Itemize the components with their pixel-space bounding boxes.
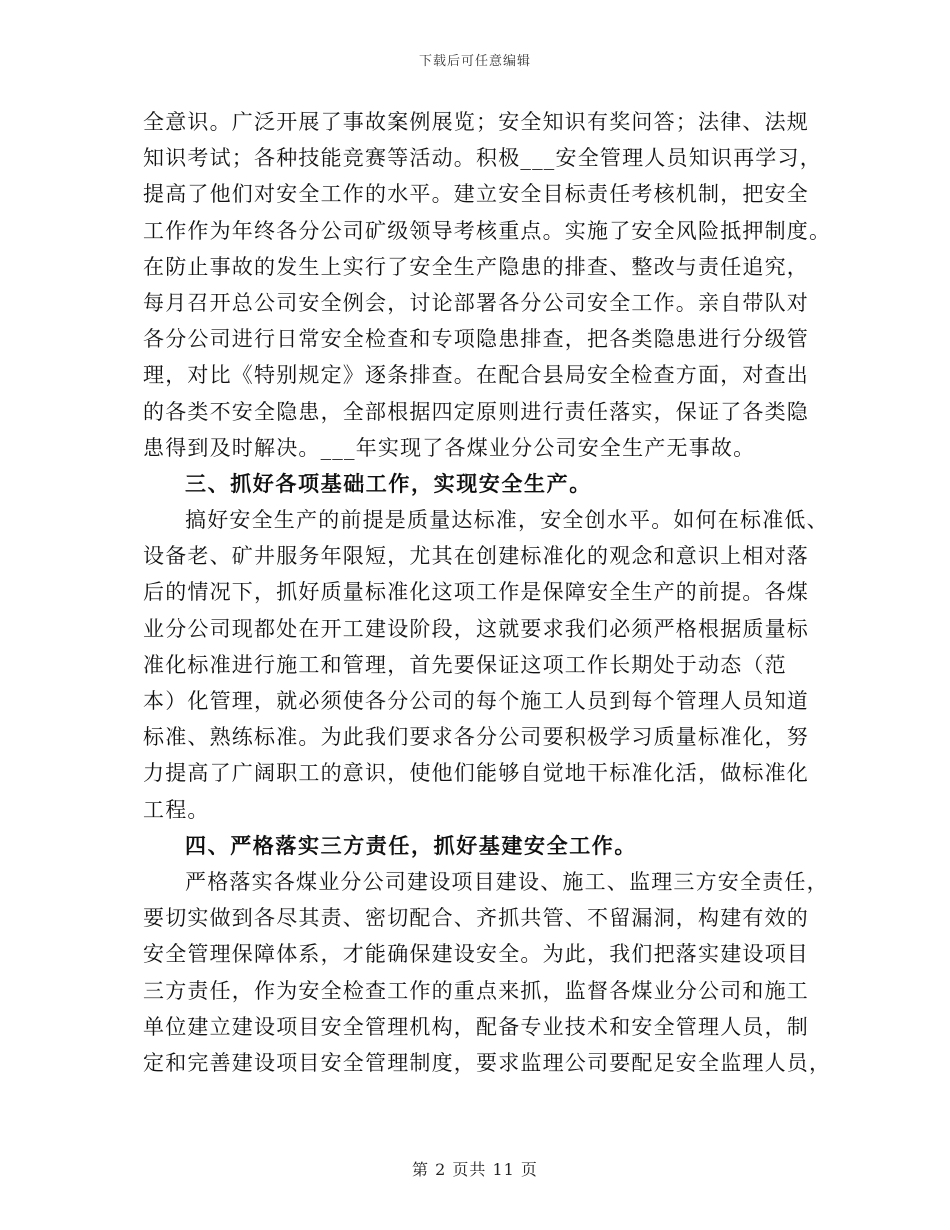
text-line: 的各类不安全隐患，全部根据四定原则进行责任落实，保证了各类隐 <box>143 399 809 424</box>
text-line: 设备老、矿井服务年限短，尤其在创建标准化的观念和意识上相对落 <box>143 544 809 569</box>
text-line: 安全管理保障体系，才能确保建设安全。为此，我们把落实建设项目 <box>143 942 809 967</box>
text-line: 要切实做到各尽其责、密切配合、齐抓共管、不留漏洞，构建有效的 <box>143 906 809 931</box>
text-line: 准化标准进行施工和管理，首先要保证这项工作长期处于动态（范 <box>143 652 787 677</box>
text-line: 本）化管理，就必须使各分公司的每个施工人员到每个管理人员知道 <box>143 689 809 713</box>
text-line: 理，对比《特别规定》逐条排查。在配合县局安全检查方面，对查出 <box>143 363 809 388</box>
text-line: 业分公司现都处在开工建设阶段，这就要求我们必须严格根据质量标 <box>143 616 809 641</box>
text-line: 提高了他们对安全工作的水平。建立安全目标责任考核机制，把安全 <box>143 182 809 207</box>
text-line: 患得到及时解决。___年实现了各煤业分公司安全生产无事故。 <box>143 435 756 460</box>
text-line: 单位建立建设项目安全管理机构，配备专业技术和安全管理人员，制 <box>143 1014 809 1039</box>
text-line: 力提高了广阔职工的意识，使他们能够自觉地干标准化活，做标准化 <box>143 761 809 786</box>
document-body <box>143 104 832 1081</box>
text-line: 在防止事故的发生上实行了安全生产隐患的排查、整改与责任追究， <box>143 254 809 279</box>
text-line: 各分公司进行日常安全检查和专项隐患排查，把各类隐患进行分级管 <box>143 327 809 352</box>
text-line: 后的情况下，抓好质量标准化这项工作是保障安全生产的前提。各煤 <box>143 580 809 605</box>
text-line: 工作作为年终各分公司矿级领导考核重点。实施了安全风险抵押制度。 <box>143 218 832 243</box>
text-line: 知识考试；各种技能竞赛等活动。积极___安全管理人员知识再学习， <box>143 146 822 171</box>
text-line: 三方责任，作为安全检查工作的重点来抓，监督各煤业分公司和施工 <box>143 978 809 1003</box>
paragraph-first-line: 严格落实各煤业分公司建设项目建设、施工、监理三方安全责任， <box>185 869 829 894</box>
section-heading: 四、严格落实三方责任，抓好基建安全工作。 <box>185 832 637 858</box>
text-line: 每月召开总公司安全例会，讨论部署各分公司安全工作。亲自带队对 <box>143 290 809 315</box>
text-line: 工程。 <box>143 797 210 822</box>
text-line: 标准、熟练标准。为此我们要求各分公司要积极学习质量标准化，努 <box>143 725 809 750</box>
text-line: 定和完善建设项目安全管理制度，要求监理公司要配足安全监理人员， <box>143 1050 832 1075</box>
page-header: 下载后可任意编辑 <box>418 54 531 69</box>
paragraph-first-line: 搞好安全生产的前提是质量达标准，安全创水平。如何在标准低、 <box>185 508 829 533</box>
page-footer: 第 2 页共 11 页 <box>412 1160 538 1179</box>
text-line: 全意识。广泛开展了事故案例展览；安全知识有奖问答；法律、法规 <box>143 110 809 134</box>
section-heading: 三、抓好各项基础工作，实现安全生产。 <box>185 470 592 496</box>
